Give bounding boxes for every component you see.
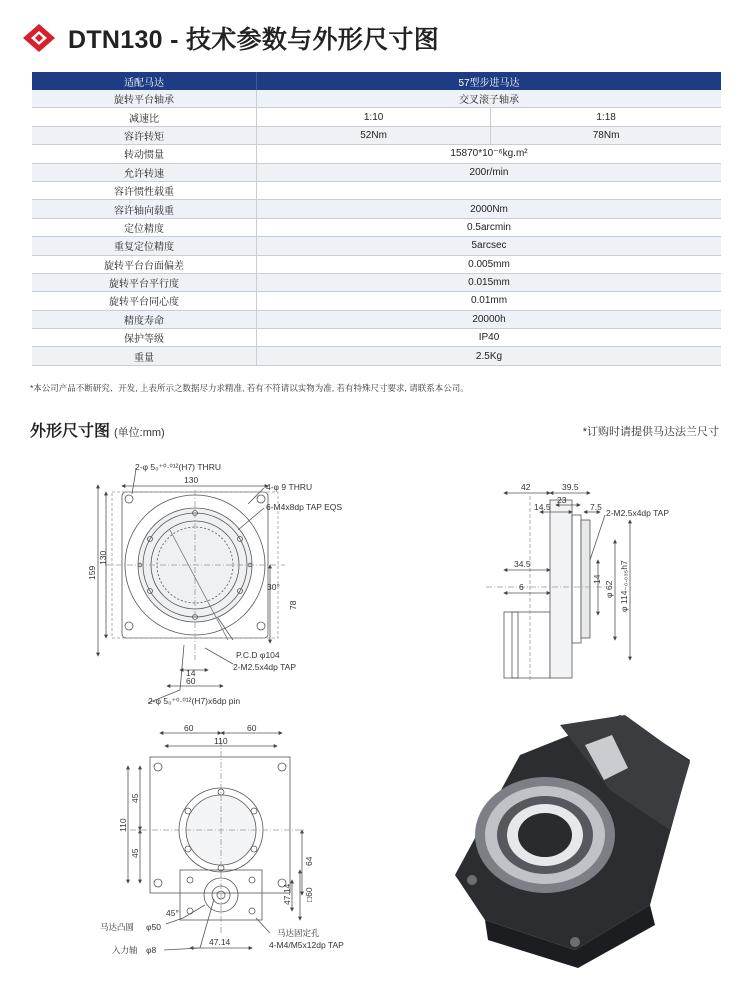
side-dim-14: 14 <box>592 574 602 584</box>
side-dim-34-5: 34.5 <box>514 559 531 569</box>
side-dim-62: φ 62 <box>604 580 614 598</box>
front-dim-78: 78 <box>288 600 298 610</box>
side-tap: 2-M2.5x4dp TAP <box>606 508 669 518</box>
spec-row-label: 旋转平台轴承 <box>32 90 257 108</box>
product-render-image <box>455 715 690 968</box>
footnote: *本公司产品不断研究、开发, 上表所示之数据尽力求精准, 若有不符请以实物为准, 若有特殊尺寸要求, 请联系本公司。 <box>30 383 469 393</box>
bottom-boss-dia: φ50 <box>146 922 161 932</box>
side-dim-39-5: 39.5 <box>562 482 579 492</box>
spec-row-value: 0.005mm <box>257 255 722 273</box>
bottom-view-drawing <box>128 733 305 950</box>
bottom-dim-110: 110 <box>214 736 228 746</box>
dimensions-unit: (单位:mm) <box>114 427 165 439</box>
side-dim-23: 23 <box>557 495 567 505</box>
spec-row-value: 5arcsec <box>257 237 722 255</box>
bottom-dim-47-14v: 47.14 <box>282 883 292 905</box>
side-dim-14-5: 14.5 <box>534 502 551 512</box>
front-width-130: 130 <box>184 475 199 485</box>
spec-row-label: 允许转速 <box>32 163 257 181</box>
bottom-dim-110v: 110 <box>118 818 128 832</box>
side-dim-6: 6 <box>519 582 524 592</box>
spec-row-value: 2000Nm <box>257 200 722 218</box>
spec-header-label: 适配马达 <box>32 72 257 90</box>
dimensions-title: 外形尺寸图 <box>30 423 111 440</box>
spec-header-value: 57型步进马达 <box>257 72 722 90</box>
spec-row-label: 转动惯量 <box>32 145 257 163</box>
spec-row-value: 78Nm <box>491 126 721 144</box>
front-height-130: 130 <box>98 550 108 565</box>
spec-row-label: 重复定位精度 <box>32 237 257 255</box>
bottom-dim-64: 64 <box>304 856 314 866</box>
spec-row-label: 旋转平台台面偏差 <box>32 255 257 273</box>
spec-row-value: 0.5arcmin <box>257 218 722 236</box>
front-pin-hole-label: 2-φ 5₀⁺⁰·⁰¹²(H7) THRU <box>135 462 221 472</box>
spec-row-label: 减速比 <box>32 108 257 126</box>
front-dim-14: 14 <box>186 668 196 678</box>
bottom-motor-tap: 4-M4/M5x12dp TAP <box>269 940 344 950</box>
spec-row-label: 容许轴向载重 <box>32 200 257 218</box>
side-dim-114: φ 114₋₀.₀₃₅h7 <box>619 560 629 612</box>
bottom-shaft-dia: φ8 <box>146 945 157 955</box>
front-height-159: 159 <box>87 565 97 580</box>
bottom-angle-45: 45° <box>166 908 179 918</box>
spec-row-value: 0.01mm <box>257 292 722 310</box>
side-view-labels <box>514 482 669 612</box>
front-tap-eqs: 6-M4x8dp TAP EQS <box>266 502 343 512</box>
spec-row-value: 1:18 <box>491 108 721 126</box>
bottom-dim-60b: 60 <box>247 723 257 733</box>
front-angle-30: 30° <box>267 582 280 592</box>
spec-row-value: 52Nm <box>257 126 491 144</box>
front-thru-holes: 4-φ 9 THRU <box>266 482 313 492</box>
order-note: *订购时请提供马达法兰尺寸 <box>582 426 719 438</box>
spec-row-value: 0.015mm <box>257 273 722 291</box>
spec-row-value: 1:10 <box>257 108 491 126</box>
bottom-dim-60a: 60 <box>184 723 194 733</box>
bottom-input-shaft: 入力轴 <box>112 945 138 955</box>
side-dim-7-5: 7.5 <box>590 502 602 512</box>
spec-row-label: 重量 <box>32 347 257 365</box>
spec-row-label: 保护等级 <box>32 329 257 347</box>
spec-row-label: 旋转平台同心度 <box>32 292 257 310</box>
page-title: DTN130 - 技术参数与外形尺寸图 <box>68 26 440 54</box>
spec-row-value: 20000h <box>257 310 722 328</box>
spec-row-value: 2.5Kg <box>257 347 722 365</box>
front-pcd: P.C.D φ104 <box>236 650 280 660</box>
bottom-dim-45a: 45 <box>130 793 140 803</box>
spec-row-label: 定位精度 <box>32 218 257 236</box>
side-dim-42: 42 <box>521 482 531 492</box>
spec-row-label: 旋转平台平行度 <box>32 273 257 291</box>
bottom-motor-holes: 马达固定孔 <box>277 928 320 938</box>
spec-row-label: 精度寿命 <box>32 310 257 328</box>
bottom-motor-boss: 马达凸圆 <box>100 922 135 932</box>
front-dim-60: 60 <box>186 676 196 686</box>
spec-row-label: 容许惯性载重 <box>32 181 257 199</box>
bottom-dim-45b: 45 <box>130 848 140 858</box>
spec-row-label: 容许转矩 <box>32 126 257 144</box>
front-tap-small: 2-M2.5x4dp TAP <box>233 662 296 672</box>
spec-row-value: 15870*10⁻⁶kg.m² <box>257 145 722 163</box>
bottom-dim-47-14h: 47.14 <box>209 937 231 947</box>
front-pin-bottom: 2-φ 5₀⁺⁰·⁰¹²(H7)x6dp pin <box>148 696 241 706</box>
bottom-dim-60sq: □60 <box>304 887 314 902</box>
spec-row-value: IP40 <box>257 329 722 347</box>
spec-row-value: 200r/min <box>257 163 722 181</box>
spec-row-value: 交叉滚子轴承 <box>257 90 722 108</box>
